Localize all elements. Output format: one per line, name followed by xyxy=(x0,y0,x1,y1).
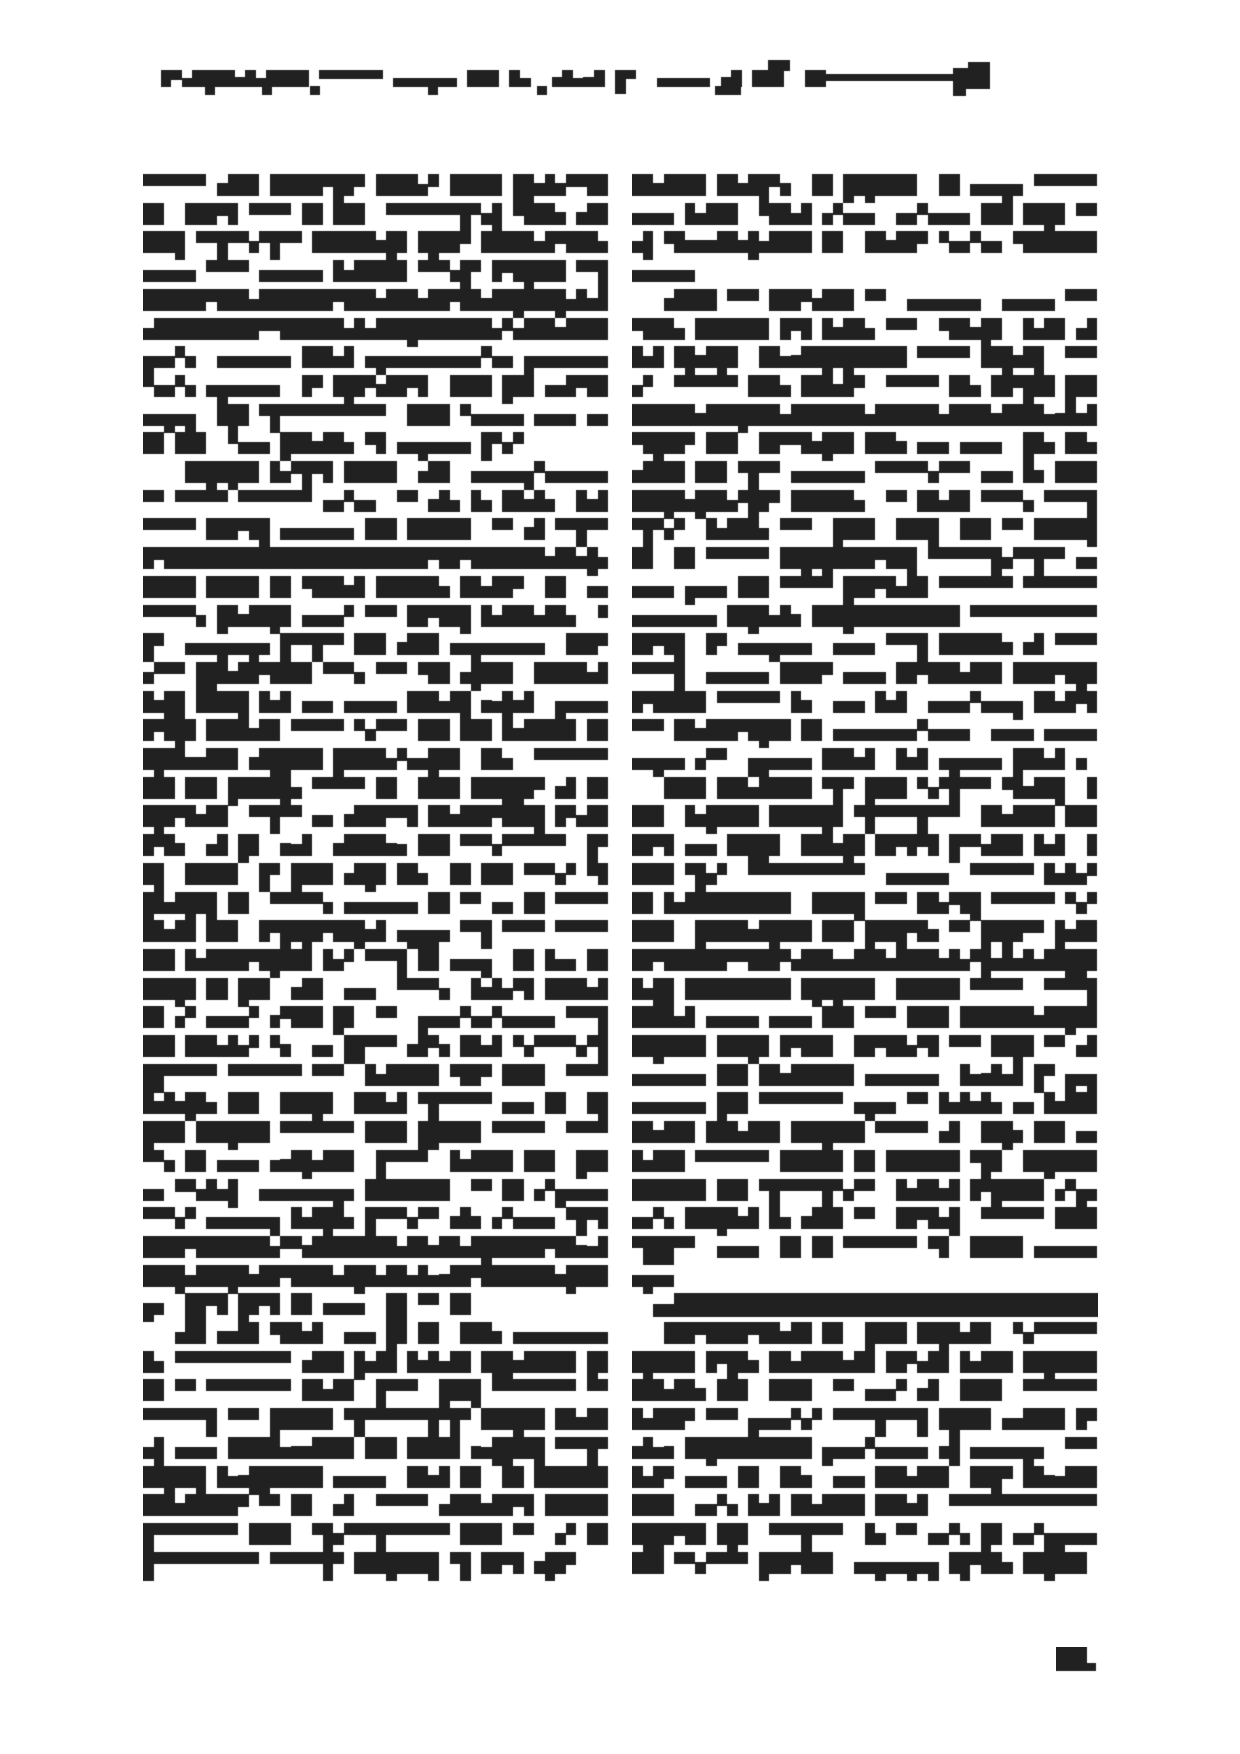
body-text-column-right xyxy=(632,170,1098,1590)
body-text-column-left xyxy=(143,170,609,1590)
page-number-blob xyxy=(1056,1647,1098,1673)
running-head-redacted xyxy=(150,58,995,102)
